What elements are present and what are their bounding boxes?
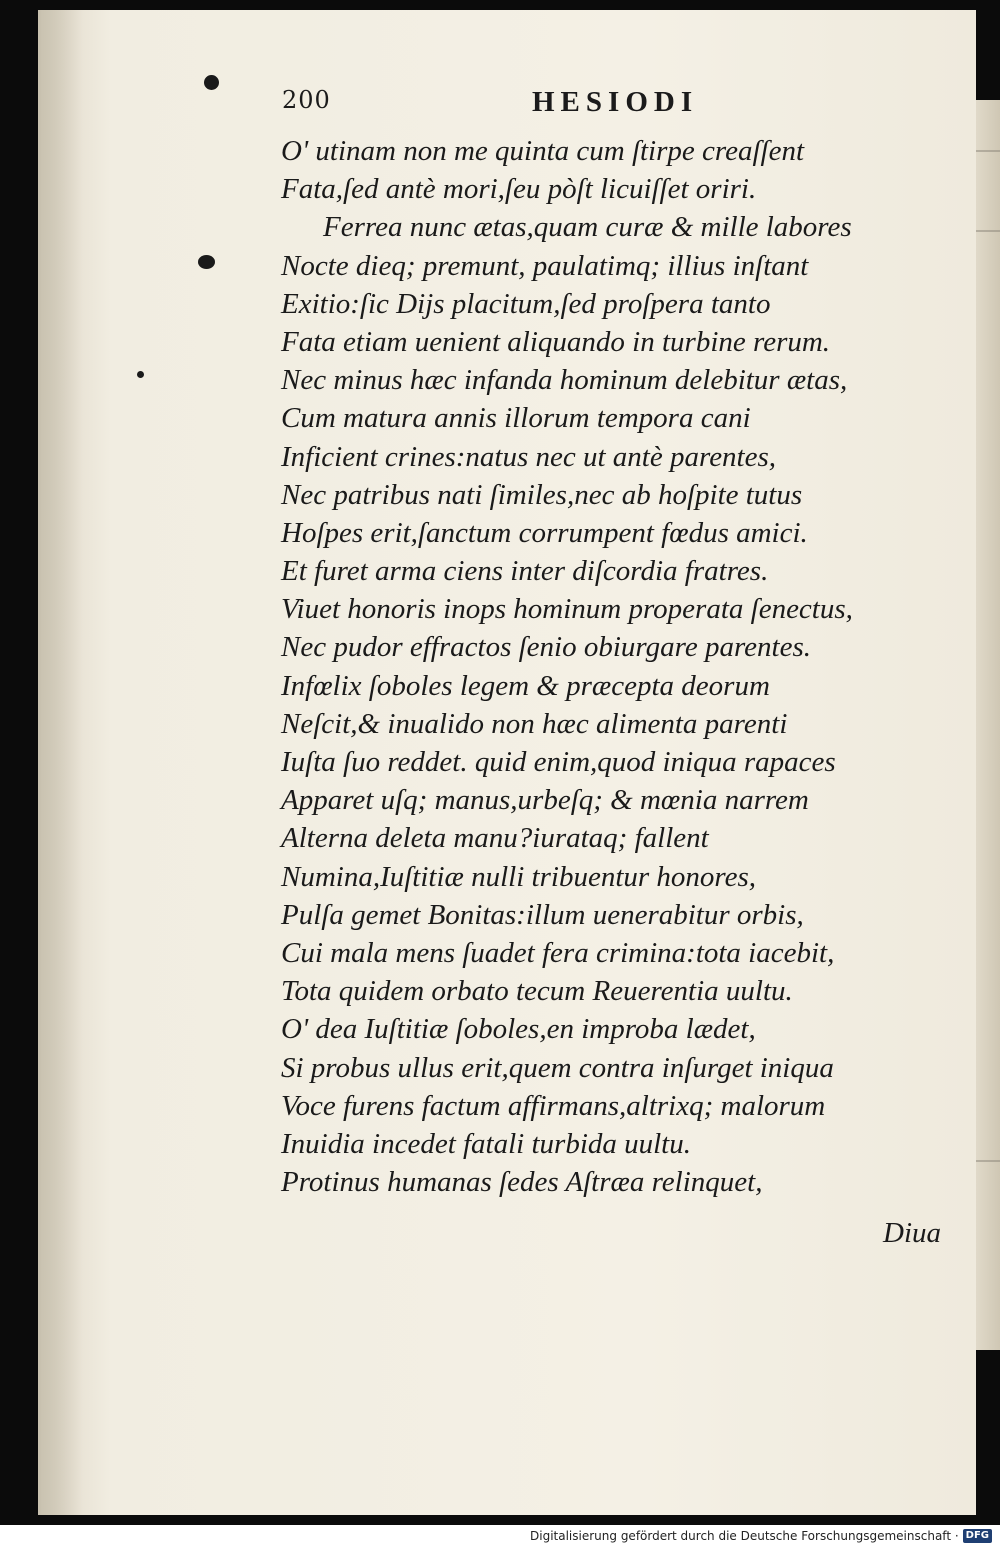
verse-line: Tota quidem orbato tecum Reuerentia uultu.: [281, 975, 793, 1008]
verse-line: Fata etiam uenient aliquando in turbine rerum.: [281, 325, 831, 358]
verse-line: Cui mala mens ſuadet fera crimina:tota iacebit,: [281, 936, 835, 969]
verse-line: O' utinam non me quinta cum ſtirpe creaſſent: [281, 135, 805, 167]
verse-line: Fata,ſed antè mori,ſeu pòſt licuiſſet oriri.: [281, 173, 757, 206]
dfg-logo-icon: DFG: [963, 1529, 992, 1543]
verse-line: Et furet arma ciens inter diſcordia fratres.: [281, 555, 769, 588]
funding-credit: [530, 1529, 992, 1543]
verse-line: Pulſa gemet Bonitas:illum uenerabitur orbis,: [281, 898, 804, 931]
verse-line: Voce furens factum affirmans,altrixq; malorum: [281, 1089, 826, 1122]
page-number: 200: [282, 86, 331, 114]
verse-line: Ferrea nunc ætas,quam curæ & mille labores: [323, 211, 852, 244]
verse-line: Exitio:ſic Dijs placitum,ſed proſpera tanto: [281, 287, 771, 320]
verse-line: O' dea Iuſtitiæ ſoboles,en improba lædet,: [281, 1013, 756, 1046]
verse-text-block: [281, 132, 881, 1201]
verse-line: Protinus humanas ſedes Aſtræa relinquet,: [281, 1166, 763, 1199]
verse-line: Viuet honoris inops hominum properata ſenectus,: [281, 593, 853, 626]
page-title: HESIODI: [532, 86, 699, 118]
verse-line: Infœlix ſoboles legem & præcepta deorum: [281, 669, 770, 702]
verse-line: Si probus ullus erit,quem contra inſurget iniqua: [281, 1051, 834, 1084]
credit-text: Digitalisierung gefördert durch die Deutsche Forschungsgemeinschaft ·: [530, 1529, 959, 1543]
catchword: Diua: [883, 1217, 941, 1249]
verse-line: Nocte dieq; premunt, paulatimq; illius inſtant: [281, 249, 809, 282]
verse-line: Numina,Iuſtitiæ nulli tribuentur honores,: [281, 860, 757, 893]
running-head: [282, 86, 752, 126]
verse-line: Neſcit,& inualido non hæc alimenta parenti: [281, 707, 788, 740]
verse-line: Nec pudor effractos ſenio obiurgare parentes.: [281, 631, 811, 664]
verse-line: Nec patribus nati ſimiles,nec ab hoſpite tutus: [281, 478, 803, 511]
verse-line: Nec minus hæc infanda hominum delebitur ætas,: [281, 364, 848, 397]
wormhole-mark: [198, 255, 215, 269]
verse-line: Inficient crines:natus nec ut antè parentes,: [281, 440, 777, 473]
verse-line: Inuidia incedet fatali turbida uultu.: [281, 1127, 691, 1160]
verse-line: Cum matura annis illorum tempora cani: [281, 402, 751, 435]
verse-line: Apparet uſq; manus,urbeſq; & mœnia narrem: [281, 784, 809, 817]
wormhole-mark: [137, 371, 144, 378]
wormhole-mark: [204, 75, 219, 90]
verse-line: Hoſpes erit,ſanctum corrumpent fœdus amici.: [281, 516, 808, 549]
verse-line: Alterna deleta manu?iurataq; fallent: [281, 822, 709, 855]
verse-line: Iuſta ſuo reddet. quid enim,quod iniqua rapaces: [281, 746, 836, 778]
